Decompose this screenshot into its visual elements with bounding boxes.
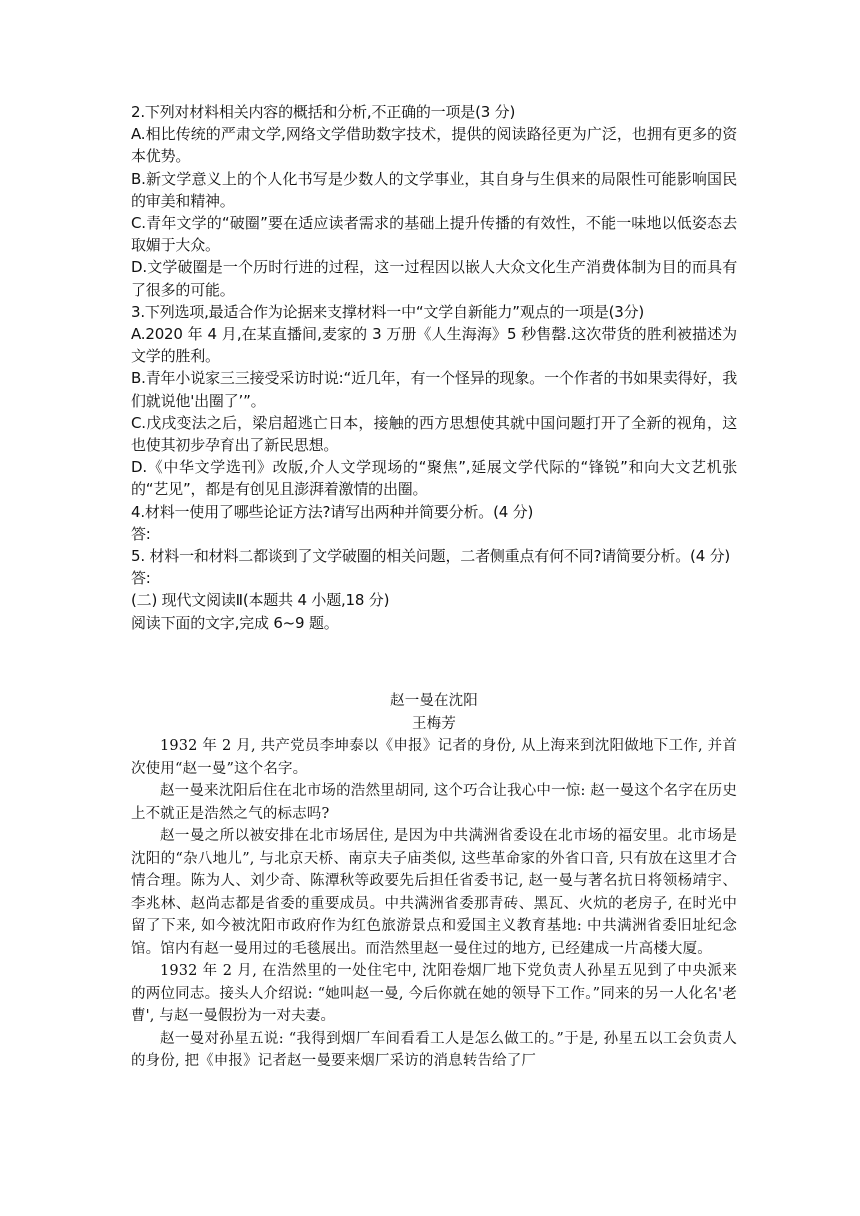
question-3-option-a: A.2020 年 4 月,在某直播间,麦家的 3 万册《人生海海》5 秒售罄.这次带货的胜利被描述为文学的胜利。 <box>131 325 737 366</box>
question-2-option-c: C.青年文学的“破圈”要在适应读者需求的基础上提升传播的有效性，不能一味地以低姿态去取媚于大众。 <box>131 214 737 255</box>
question-4-answer-label: 答: <box>131 524 151 543</box>
article-author: 王梅芳 <box>412 715 456 732</box>
question-5-answer-label: 答: <box>131 569 151 588</box>
article-title: 赵一曼在沈阳 <box>390 693 478 709</box>
question-3-option-c: C.戊戌变法之后，梁启超逃亡日本，接触的西方思想使其就中国问题打开了全新的视角，这也使其初步孕育出了新民思想。 <box>131 413 737 455</box>
question-2-option-d: D.文学破圈是一个历时行进的过程，这一过程因以嵌人大众文化生产消费体制为目的而具有了很多的可能。 <box>131 258 737 299</box>
question-2-stem: 2.下列对材料相关内容的概括和分析,不正确的一项是(3 分) <box>131 103 516 121</box>
article-paragraph-3: 赵一曼之所以被安排在北市场居住, 是因为中共满洲省委设在北市场的福安里。北市场是沈阳的“杂八地儿”, 与北京天桥、南京夫子庙类似, 这些革命家的外省口音, 只有放在这里才合情合理。陈为人、刘少奇、陈潭秋等政要先后担任省委书记, 赵一曼与著名抗日将领杨靖宇、李兆林、赵尚志都是省委的重要成员。中共满洲省委那青砖、黑瓦、火炕的老房子, 在时光中留了下来, 如今被沈阳市政府作为红色旅游景点和爱国主义教育基地: 中共满洲省委旧址纪念馆。馆内有赵一曼用过的毛毯展出。而浩然里赵一曼住过的地方, 已经建成一片高楼大厦。 <box>131 828 737 957</box>
article-paragraph-2: 赵一曼来沈阳后住在北市场的浩然里胡同, 这个巧合让我心中一惊: 赵一曼这个名字在历史上不就正是浩然之气的标志吗? <box>131 783 737 822</box>
question-2-option-a: A.相比传统的严肃文学,网络文学借助数字技术，提供的阅读路径更为广泛，也拥有更多的资本优势。 <box>131 125 737 166</box>
questions-section <box>131 101 737 634</box>
section-2-heading: (二) 现代文阅读Ⅱ(本题共 4 小题,18 分) <box>131 591 390 610</box>
article-paragraph-4: 1932 年 2 月, 在浩然里的一处住宅中, 沈阳卷烟厂地下党负责人孙星五见到了中央派来的两位同志。接头人介绍说: “她叫赵一曼, 今后你就在她的领导下工作。”同来的另一人化名'老曹', 与赵一曼假扮为一对夫妻。 <box>131 963 737 1024</box>
question-3-option-b: B.青年小说家三三接受采访时说:“近几年，有一个怪异的现象。一个作者的书如果卖得好，我们就说他'出圈了’”。 <box>131 369 737 410</box>
question-5-stem: 5. 材料一和材料二都谈到了文学破圈的相关问题，二者侧重点有何不同?请简要分析。(4 分) <box>131 547 731 566</box>
article <box>131 690 737 1073</box>
article-paragraph-5: 赵一曼对孙星五说: “我得到烟厂车间看看工人是怎么做工的。”于是, 孙星五以工会负责人的身份, 把《申报》记者赵一曼要来烟厂采访的消息转告给了厂 <box>131 1030 737 1069</box>
question-3-option-d: D.《中华文学选刊》改版,介人文学现场的“聚焦”,延展文学代际的“锋锐”和向大文艺机张的“艺见”，都是有创见且澎湃着激情的出圈。 <box>131 458 737 499</box>
section-2-instruction: 阅读下面的文字,完成 6~9 题。 <box>131 613 339 632</box>
question-2-option-b: B.新文学意义上的个人化书写是少数人的文学事业，其自身与生俱来的局限性可能影响国民的审美和精神。 <box>131 169 737 210</box>
question-3-stem: 3.下列选项,最适合作为论据来支撑材料一中“文学自新能力”观点的一项是(3分) <box>131 302 645 321</box>
question-4-stem: 4.材料一使用了哪些论证方法?请写出两种并简要分析。(4 分) <box>131 502 534 521</box>
article-paragraph-1: 1932 年 2 月, 共产党员李坤泰以《申报》记者的身份, 从上海来到沈阳做地下工作, 并首次使用“赵一曼”这个名字。 <box>131 738 737 777</box>
